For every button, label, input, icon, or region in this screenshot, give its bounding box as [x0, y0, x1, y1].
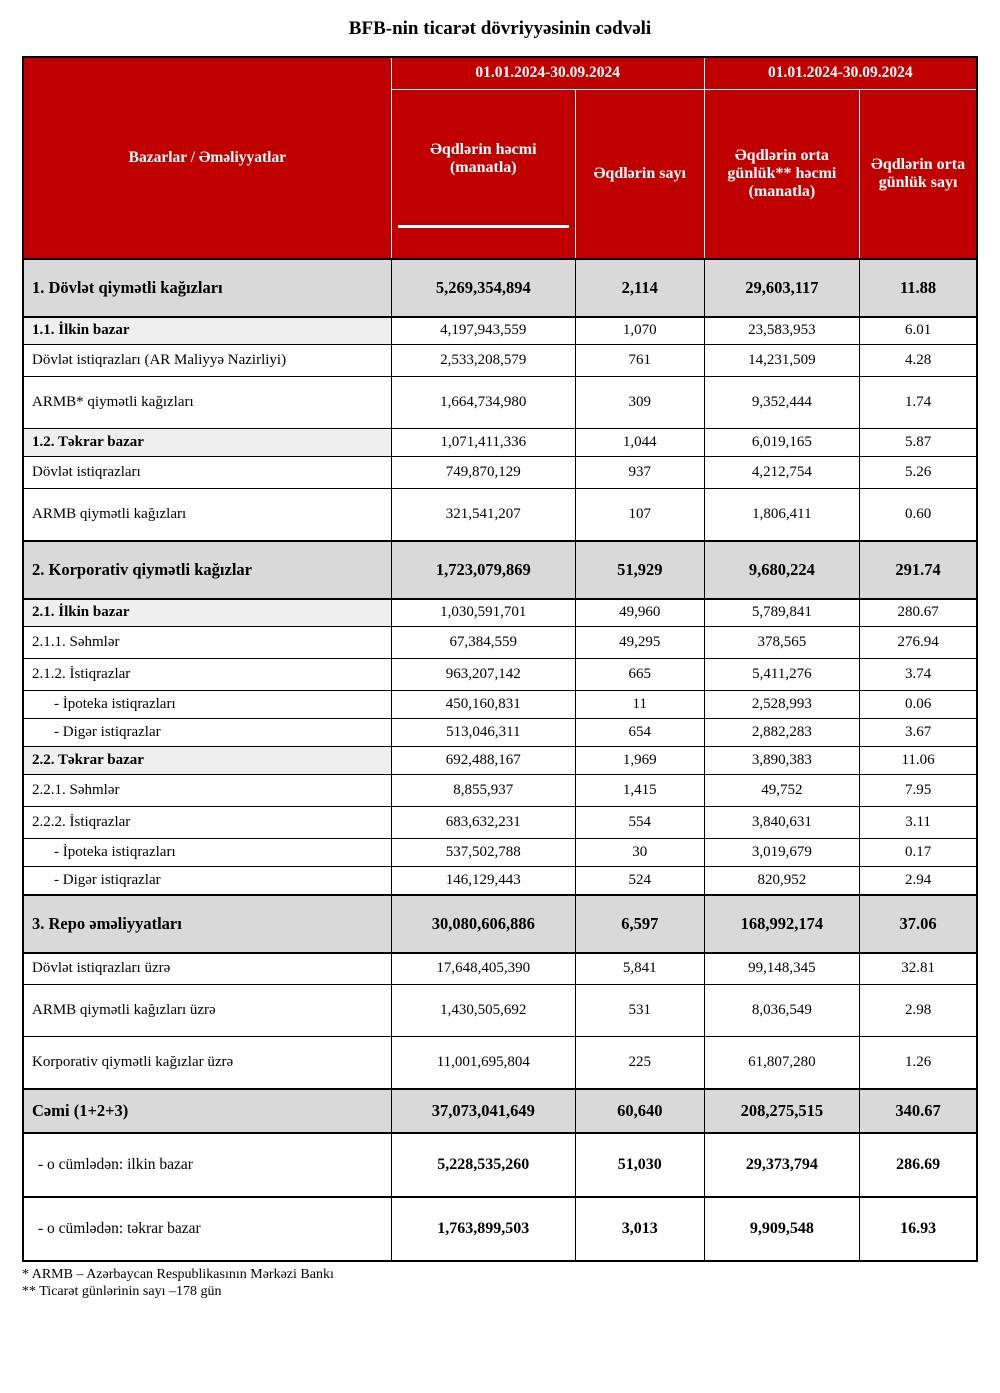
period-header-row [23, 57, 977, 89]
cell-value: 7.95 [860, 775, 977, 807]
cell-value: 4,197,943,559 [391, 317, 575, 345]
row-label: - o cümlədən: təkrar bazar [23, 1197, 391, 1261]
cell-value: 146,129,443 [391, 867, 575, 895]
cell-value: 1,763,899,503 [391, 1197, 575, 1261]
table-row [23, 1197, 977, 1261]
cell-value: 5,411,276 [704, 659, 860, 691]
cell-value: 107 [575, 489, 704, 541]
cell-value: 1.74 [860, 377, 977, 429]
period-header-2: 01.01.2024-30.09.2024 [704, 57, 977, 89]
cell-value: 9,352,444 [704, 377, 860, 429]
cell-value: 937 [575, 457, 704, 489]
cell-value: 37,073,041,649 [391, 1089, 575, 1133]
row-label: - Digər istiqrazlar [23, 719, 391, 747]
row-label: 1. Dövlət qiymətli kağızları [23, 259, 391, 317]
row-label: 1.1. İlkin bazar [23, 317, 391, 345]
cell-value: 99,148,345 [704, 953, 860, 985]
cell-value: 49,960 [575, 599, 704, 627]
cell-value: 225 [575, 1037, 704, 1089]
cell-value: 6.01 [860, 317, 977, 345]
cell-value: 5,269,354,894 [391, 259, 575, 317]
table-row [23, 1133, 977, 1197]
row-label: Dövlət istiqrazları [23, 457, 391, 489]
table-row [23, 345, 977, 377]
cell-value: 749,870,129 [391, 457, 575, 489]
period-header-1: 01.01.2024-30.09.2024 [391, 57, 704, 89]
cell-value: 531 [575, 985, 704, 1037]
cell-value: 208,275,515 [704, 1089, 860, 1133]
cell-value: 6,019,165 [704, 429, 860, 457]
cell-value: 280.67 [860, 599, 977, 627]
cell-value: 554 [575, 807, 704, 839]
cell-value: 6,597 [575, 895, 704, 953]
cell-value: 513,046,311 [391, 719, 575, 747]
cell-value: 3,890,383 [704, 747, 860, 775]
cell-value: 2,882,283 [704, 719, 860, 747]
table-row [23, 985, 977, 1037]
row-label: - Digər istiqrazlar [23, 867, 391, 895]
table-row [23, 377, 977, 429]
table-row [23, 1089, 977, 1133]
cell-value: 1,415 [575, 775, 704, 807]
cell-value: 378,565 [704, 627, 860, 659]
cell-value: 1,969 [575, 747, 704, 775]
turnover-table [22, 56, 978, 1262]
cell-value: 9,909,548 [704, 1197, 860, 1261]
row-label: Cəmi (1+2+3) [23, 1089, 391, 1133]
row-label: 2. Korporativ qiymətli kağızlar [23, 541, 391, 599]
table-header [23, 57, 977, 259]
cell-value: 11.06 [860, 747, 977, 775]
row-label: 2.2.2. İstiqrazlar [23, 807, 391, 839]
table-row [23, 659, 977, 691]
table-row [23, 953, 977, 985]
row-label: 1.2. Təkrar bazar [23, 429, 391, 457]
cell-value: 321,541,207 [391, 489, 575, 541]
cell-value: 5.26 [860, 457, 977, 489]
header-spacer [398, 228, 569, 254]
column-header-volume [391, 89, 575, 259]
footnote-armb: * ARMB – Azərbaycan Respublikasının Mərkəzi Bankı [22, 1266, 334, 1282]
footnotes [22, 1266, 978, 1301]
row-label: - İpoteka istiqrazları [23, 839, 391, 867]
cell-value: 11 [575, 691, 704, 719]
row-label: - İpoteka istiqrazları [23, 691, 391, 719]
table-row [23, 775, 977, 807]
cell-value: 37.06 [860, 895, 977, 953]
column-header-avg-daily-volume: Əqdlərin orta günlük** həcmi (manatla) [704, 89, 860, 259]
cell-value: 1.26 [860, 1037, 977, 1089]
footnote-trading-days: ** Ticarət günlərinin sayı –178 gün [22, 1284, 222, 1299]
cell-value: 3.74 [860, 659, 977, 691]
cell-value: 11.88 [860, 259, 977, 317]
cell-value: 60,640 [575, 1089, 704, 1133]
cell-value: 0.06 [860, 691, 977, 719]
table-row [23, 317, 977, 345]
table-row [23, 627, 977, 659]
cell-value: 524 [575, 867, 704, 895]
cell-value: 9,680,224 [704, 541, 860, 599]
cell-value: 5,228,535,260 [391, 1133, 575, 1197]
cell-value: 1,723,079,869 [391, 541, 575, 599]
cell-value: 14,231,509 [704, 345, 860, 377]
cell-value: 286.69 [860, 1133, 977, 1197]
row-label: 2.2. Təkrar bazar [23, 747, 391, 775]
table-row [23, 867, 977, 895]
cell-value: 683,632,231 [391, 807, 575, 839]
cell-value: 1,430,505,692 [391, 985, 575, 1037]
cell-value: 3.11 [860, 807, 977, 839]
table-row [23, 599, 977, 627]
cell-value: 29,373,794 [704, 1133, 860, 1197]
cell-value: 3,019,679 [704, 839, 860, 867]
cell-value: 276.94 [860, 627, 977, 659]
cell-value: 2,533,208,579 [391, 345, 575, 377]
cell-value: 2.98 [860, 985, 977, 1037]
table-row [23, 895, 977, 953]
cell-value: 340.67 [860, 1089, 977, 1133]
cell-value: 4,212,754 [704, 457, 860, 489]
cell-value: 30 [575, 839, 704, 867]
cell-value: 537,502,788 [391, 839, 575, 867]
cell-value: 963,207,142 [391, 659, 575, 691]
row-label: 3. Repo əməliyyatları [23, 895, 391, 953]
cell-value: 5,789,841 [704, 599, 860, 627]
cell-value: 168,992,174 [704, 895, 860, 953]
table-row [23, 259, 977, 317]
cell-value: 1,030,591,701 [391, 599, 575, 627]
cell-value: 1,806,411 [704, 489, 860, 541]
table-row [23, 541, 977, 599]
row-label: - o cümlədən: ilkin bazar [23, 1133, 391, 1197]
column-header-avg-daily-count: Əqdlərin orta günlük sayı [860, 89, 977, 259]
cell-value: 51,929 [575, 541, 704, 599]
row-label: ARMB qiymətli kağızları üzrə [23, 985, 391, 1037]
cell-value: 49,295 [575, 627, 704, 659]
cell-value: 1,071,411,336 [391, 429, 575, 457]
cell-value: 1,044 [575, 429, 704, 457]
cell-value: 309 [575, 377, 704, 429]
row-label: Korporativ qiymətli kağızlar üzrə [23, 1037, 391, 1089]
row-label: Dövlət istiqrazları üzrə [23, 953, 391, 985]
row-label: Dövlət istiqrazları (AR Maliyyə Nazirliyi) [23, 345, 391, 377]
cell-value: 0.17 [860, 839, 977, 867]
cell-value: 17,648,405,390 [391, 953, 575, 985]
cell-value: 3.67 [860, 719, 977, 747]
row-label: 2.1.2. İstiqrazlar [23, 659, 391, 691]
table-row [23, 747, 977, 775]
column-header-count: Əqdlərin sayı [575, 89, 704, 259]
table-row [23, 807, 977, 839]
corner-header: Bazarlar / Əməliyyatlar [23, 57, 391, 259]
cell-value: 51,030 [575, 1133, 704, 1197]
split-header-wrap: Əqdlərin həcmi (manatla) [398, 94, 569, 254]
cell-value: 1,664,734,980 [391, 377, 575, 429]
cell-value: 665 [575, 659, 704, 691]
cell-value: 4.28 [860, 345, 977, 377]
cell-value: 49,752 [704, 775, 860, 807]
cell-value: 16.93 [860, 1197, 977, 1261]
cell-value: 23,583,953 [704, 317, 860, 345]
cell-value: 2.94 [860, 867, 977, 895]
page-title: BFB-nin ticarət dövriyyəsinin cədvəli [348, 18, 652, 39]
table-row [23, 719, 977, 747]
row-label: ARMB qiymətli kağızları [23, 489, 391, 541]
cell-value: 450,160,831 [391, 691, 575, 719]
cell-value: 3,840,631 [704, 807, 860, 839]
cell-value: 654 [575, 719, 704, 747]
table-row [23, 1037, 977, 1089]
cell-value: 8,036,549 [704, 985, 860, 1037]
table-row [23, 839, 977, 867]
cell-value: 11,001,695,804 [391, 1037, 575, 1089]
cell-value: 291.74 [860, 541, 977, 599]
cell-value: 5,841 [575, 953, 704, 985]
table-row [23, 691, 977, 719]
row-label: 2.1.1. Səhmlər [23, 627, 391, 659]
cell-value: 0.60 [860, 489, 977, 541]
cell-value: 8,855,937 [391, 775, 575, 807]
cell-value: 2,528,993 [704, 691, 860, 719]
table-body [23, 259, 977, 1261]
row-label: 2.1. İlkin bazar [23, 599, 391, 627]
cell-value: 61,807,280 [704, 1037, 860, 1089]
cell-value: 2,114 [575, 259, 704, 317]
cell-value: 30,080,606,886 [391, 895, 575, 953]
table-row [23, 429, 977, 457]
table-row [23, 457, 977, 489]
cell-value: 32.81 [860, 953, 977, 985]
cell-value: 3,013 [575, 1197, 704, 1261]
row-label: 2.2.1. Səhmlər [23, 775, 391, 807]
cell-value: 5.87 [860, 429, 977, 457]
cell-value: 761 [575, 345, 704, 377]
table-row [23, 489, 977, 541]
cell-value: 1,070 [575, 317, 704, 345]
cell-value: 67,384,559 [391, 627, 575, 659]
cell-value: 29,603,117 [704, 259, 860, 317]
row-label: ARMB* qiymətli kağızları [23, 377, 391, 429]
cell-value: 820,952 [704, 867, 860, 895]
cell-value: 692,488,167 [391, 747, 575, 775]
